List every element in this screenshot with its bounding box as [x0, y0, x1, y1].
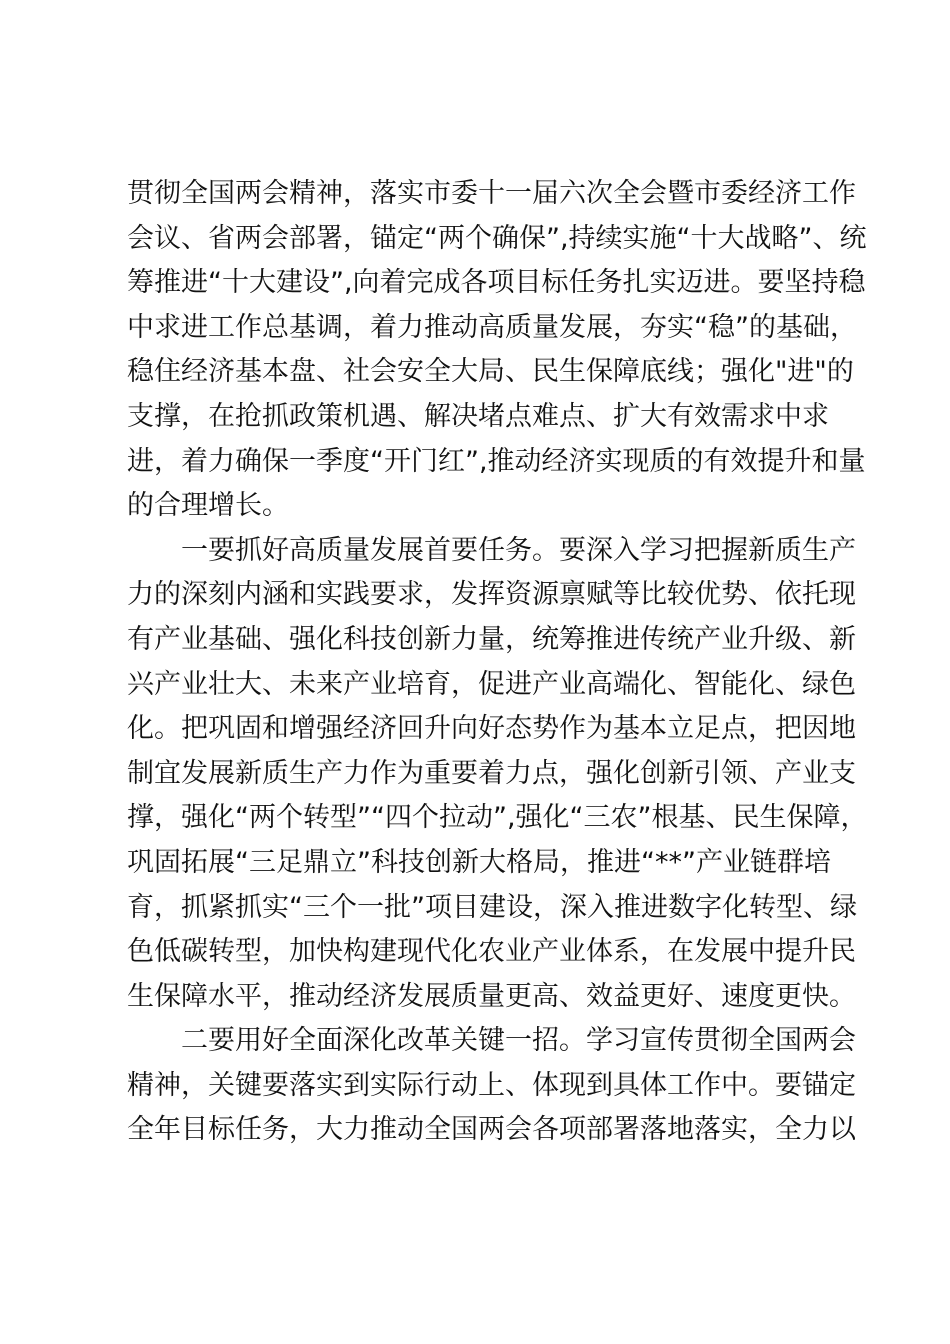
text-line: 制宜发展新质生产力作为重要着力点，强化创新引领、产业支 [127, 757, 856, 789]
text-line: 支撑，在抢抓政策机遇、解决堵点难点、扩大有效需求中求 [127, 400, 829, 432]
text-line: 全年目标任务，大力推动全国两会各项部署落地落实，全力以 [127, 1114, 856, 1146]
text-line: 筹推进“十大建设”,向着完成各项目标任务扎实迈进。要坚持稳 [127, 267, 866, 299]
text-line: 中求进工作总基调，着力推动高质量发展，夯实“稳”的基础， [127, 311, 857, 343]
text-line: 育，抓紧抓实“三个一批”项目建设，深入推进数字化转型、绿 [127, 891, 857, 923]
text-line: 撑，强化“两个转型”“四个拉动”,强化“三农”根基、民生保障， [127, 802, 868, 834]
text-line: 二要用好全面深化改革关键一招。学习宣传贯彻全国两会 [181, 1025, 856, 1057]
text-line: 有产业基础、强化科技创新力量，统筹推进传统产业升级、新 [127, 623, 856, 655]
text-line: 力的深刻内涵和实践要求，发挥资源禀赋等比较优势、依托现 [127, 579, 856, 611]
text-line: 进，着力确保一季度“开门红”,推动经济实现质的有效提升和量 [127, 445, 866, 477]
text-line: 兴产业壮大、未来产业培育，促进产业高端化、智能化、绿色 [127, 668, 856, 700]
text-line: 稳住经济基本盘、社会安全大局、民生保障底线；强化"进"的 [127, 356, 854, 388]
text-line: 精神，关键要落实到实际行动上、体现到具体工作中。要锚定 [127, 1069, 856, 1101]
text-line: 的合理增长。 [127, 490, 289, 522]
text-line: 生保障水平，推动经济发展质量更高、效益更好、速度更快。 [127, 980, 856, 1012]
text-line: 巩固拓展“三足鼎立”科技创新大格局，推进“**”产业链群培 [127, 846, 831, 878]
text-line: 化。把巩固和增强经济回升向好态势作为基本立足点，把因地 [127, 713, 856, 745]
text-line: 色低碳转型，加快构建现代化农业产业体系，在发展中提升民 [127, 936, 856, 968]
text-line: 贯彻全国两会精神，落实市委十一届六次全会暨市委经济工作 [127, 178, 856, 209]
text-line: 会议、省两会部署，锚定“两个确保”,持续实施“十大战略”、统 [127, 222, 867, 254]
text-line: 一要抓好高质量发展首要任务。要深入学习把握新质生产 [181, 534, 856, 566]
body-text [127, 172, 868, 1153]
